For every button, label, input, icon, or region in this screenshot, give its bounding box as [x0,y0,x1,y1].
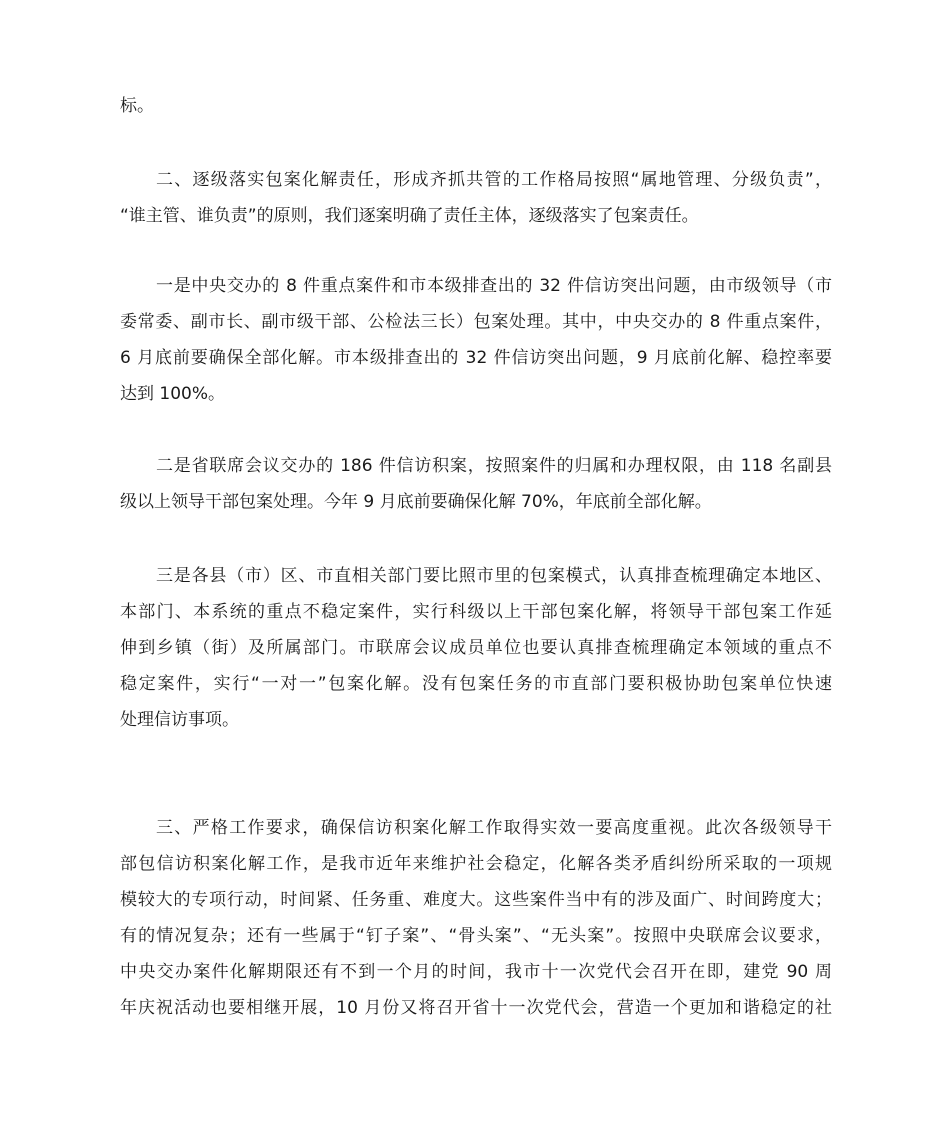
text-line: 中央交办案件化解期限还有不到一个月的时间，我市十一次党代会召开在即，建党 90 周 [120,962,832,982]
text-line: 有的情况复杂；还有一些属于“钉子案”、“骨头案”、“无头案”。按照中央联席会议要求， [120,926,832,946]
text-line: 6 月底前要确保全部化解。市本级排查出的 32 件信访突出问题，9 月底前化解、稳控率要 [120,348,832,368]
paragraph-section-three [120,810,832,1026]
text-line: 三、严格工作要求，确保信访积案化解工作取得实效一要高度重视。此次各级领导干 [156,818,832,838]
text-line: 委常委、副市长、副市级干部、公检法三长）包案处理。其中，中央交办的 8 件重点案件， [120,312,832,332]
paragraph-item-one [120,268,832,412]
text-line: 年庆祝活动也要相继开展，10 月份又将召开省十一次党代会，营造一个更加和谐稳定的社 [120,998,832,1018]
paragraph-continuation [120,88,832,124]
paragraph-item-two [120,448,832,520]
text-line: 模较大的专项行动，时间紧、任务重、难度大。这些案件当中有的涉及面广、时间跨度大； [120,890,832,910]
text-line: 二是省联席会议交办的 186 件信访积案，按照案件的归属和办理权限，由 118 名副县 [156,456,832,476]
text-line: 一是中央交办的 8 件重点案件和市本级排查出的 32 件信访突出问题，由市级领导（市 [156,276,832,296]
text-line: 标。 [120,96,154,116]
text-line: “谁主管、谁负责”的原则，我们逐案明确了责任主体，逐级落实了包案责任。 [120,206,699,226]
text-line: 三是各县（市）区、市直相关部门要比照市里的包案模式，认真排查梳理确定本地区、 [156,566,832,586]
text-line: 伸到乡镇（街）及所属部门。市联席会议成员单位也要认真排查梳理确定本领域的重点不 [120,638,832,658]
text-line: 二、逐级落实包案化解责任，形成齐抓共管的工作格局按照“属地管理、分级负责”， [156,170,832,190]
text-line: 级以上领导干部包案处理。今年 9 月底前要确保化解 70%，年底前全部化解。 [120,492,712,512]
paragraph-section-two [120,162,832,234]
paragraph-item-three [120,558,832,738]
text-line: 达到 100%。 [120,384,226,404]
text-line: 部包信访积案化解工作，是我市近年来维护社会稳定，化解各类矛盾纠纷所采取的一项规 [120,854,832,874]
text-line: 本部门、本系统的重点不稳定案件，实行科级以上干部包案化解，将领导干部包案工作延 [120,602,832,622]
text-line: 稳定案件，实行“一对一”包案化解。没有包案任务的市直部门要积极协助包案单位快速 [120,674,832,694]
text-line: 处理信访事项。 [120,710,239,730]
